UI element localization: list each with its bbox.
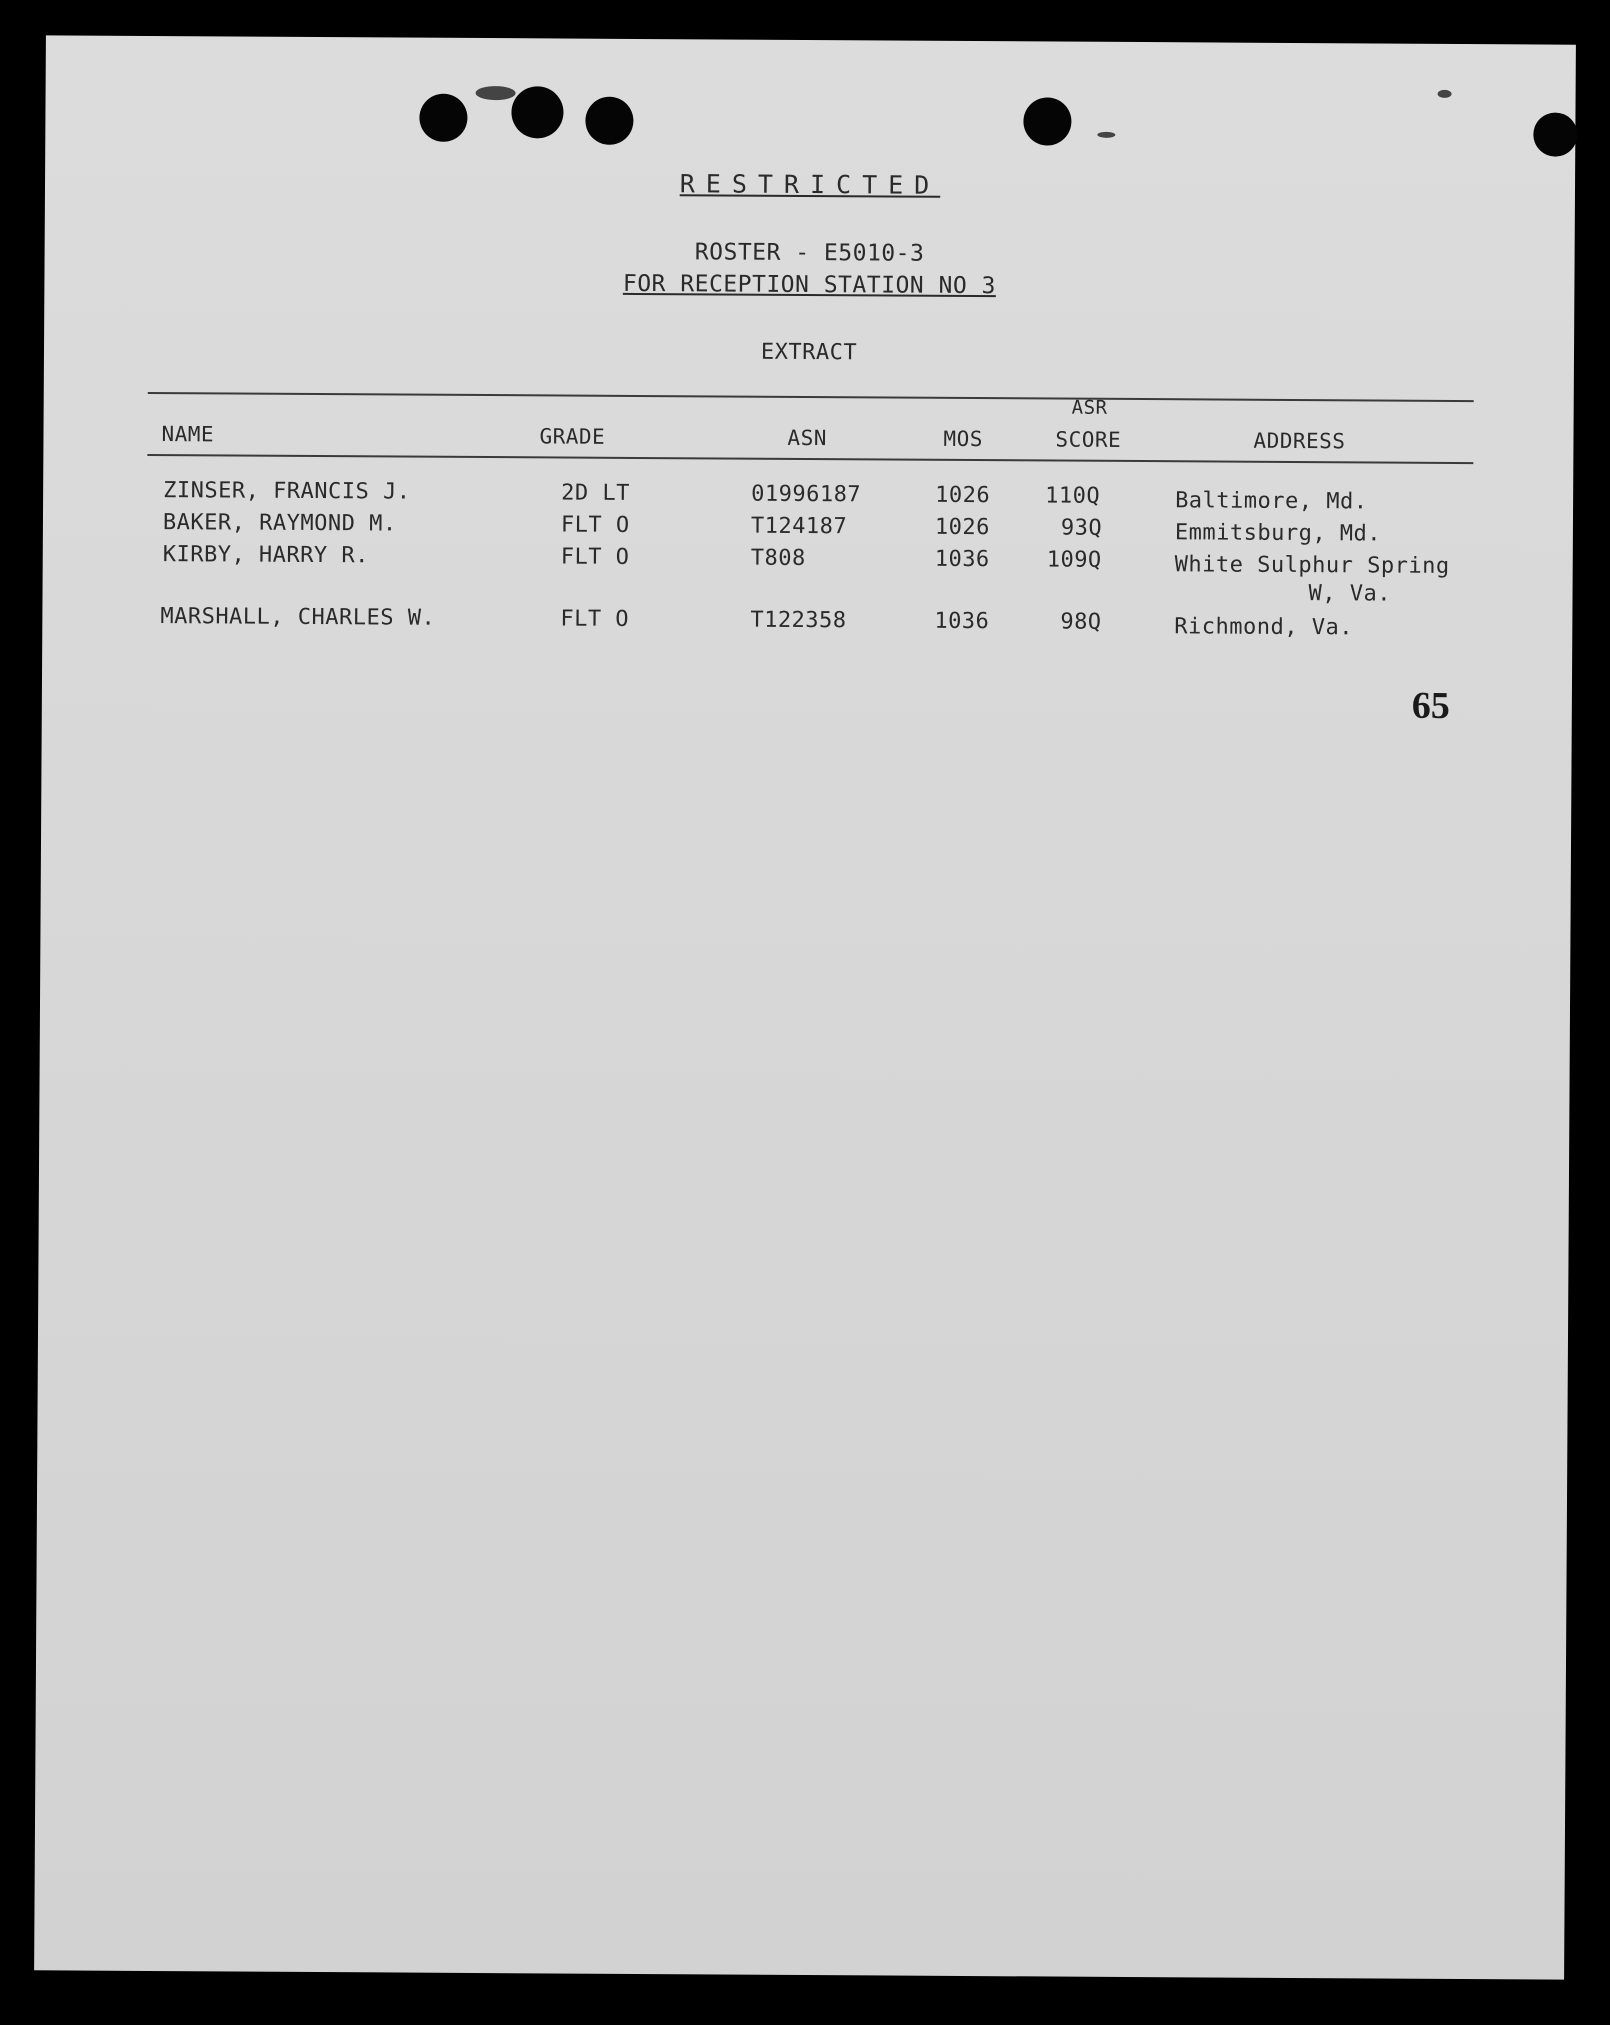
- cell-asr-score: 110Q: [1045, 483, 1101, 509]
- header-address: ADDRESS: [1253, 428, 1346, 454]
- punch-hole-2: [511, 86, 563, 138]
- cell-mos: 1026: [934, 514, 990, 541]
- header-asr: ASR: [1071, 396, 1108, 419]
- classification-marking: RESTRICTED: [679, 169, 941, 200]
- extract-label: EXTRACT: [760, 339, 858, 366]
- cell-name: BAKER, RAYMOND M.: [162, 510, 397, 537]
- cell-mos: 1036: [934, 608, 990, 635]
- punch-hole-5: [1533, 112, 1577, 156]
- punch-hole-3: [585, 97, 633, 145]
- cell-address: Emmitsburg, Md.: [1174, 520, 1382, 547]
- cell-asn: T124187: [750, 513, 848, 540]
- cell-address: Richmond, Va.: [1174, 614, 1354, 641]
- cell-address: Baltimore, Md.: [1175, 488, 1368, 515]
- ink-speck: [476, 86, 516, 100]
- cell-grade: FLT O: [560, 512, 630, 538]
- cell-asr-score: 93Q: [1060, 515, 1103, 541]
- ink-speck: [1097, 132, 1115, 138]
- header-asn: ASN: [787, 425, 827, 451]
- header-mos: MOS: [943, 426, 983, 452]
- punch-hole-1: [419, 94, 467, 142]
- punch-hole-4: [1023, 97, 1071, 145]
- cell-asn: T808: [750, 545, 806, 571]
- document-page: [34, 35, 1576, 1979]
- cell-grade: FLT O: [560, 606, 630, 632]
- header-score: SCORE: [1055, 427, 1122, 452]
- table-header-rule: [147, 454, 1473, 464]
- cell-address-continued: W, Va.: [1308, 581, 1392, 607]
- cell-address: White Sulphur Spring: [1174, 552, 1450, 579]
- ink-speck: [1438, 90, 1452, 98]
- header-grade: GRADE: [539, 424, 606, 449]
- roster-title: ROSTER - E5010-3: [694, 239, 925, 267]
- cell-grade: FLT O: [560, 544, 630, 570]
- cell-asn: T122358: [750, 607, 847, 634]
- cell-name: KIRBY, HARRY R.: [162, 542, 370, 569]
- page-number: 65: [1411, 684, 1450, 727]
- table-top-rule: [148, 392, 1474, 402]
- cell-name: MARSHALL, CHARLES W.: [160, 604, 436, 631]
- cell-asn: 01996187: [751, 481, 862, 508]
- cell-mos: 1036: [934, 546, 990, 573]
- cell-asr-score: 109Q: [1046, 547, 1102, 573]
- cell-mos: 1026: [935, 482, 991, 509]
- header-name: NAME: [161, 422, 215, 447]
- cell-asr-score: 98Q: [1060, 609, 1102, 635]
- cell-grade: 2D LT: [561, 480, 630, 506]
- cell-name: ZINSER, FRANCIS J.: [163, 478, 411, 505]
- station-title: FOR RECEPTION STATION NO 3: [622, 270, 997, 300]
